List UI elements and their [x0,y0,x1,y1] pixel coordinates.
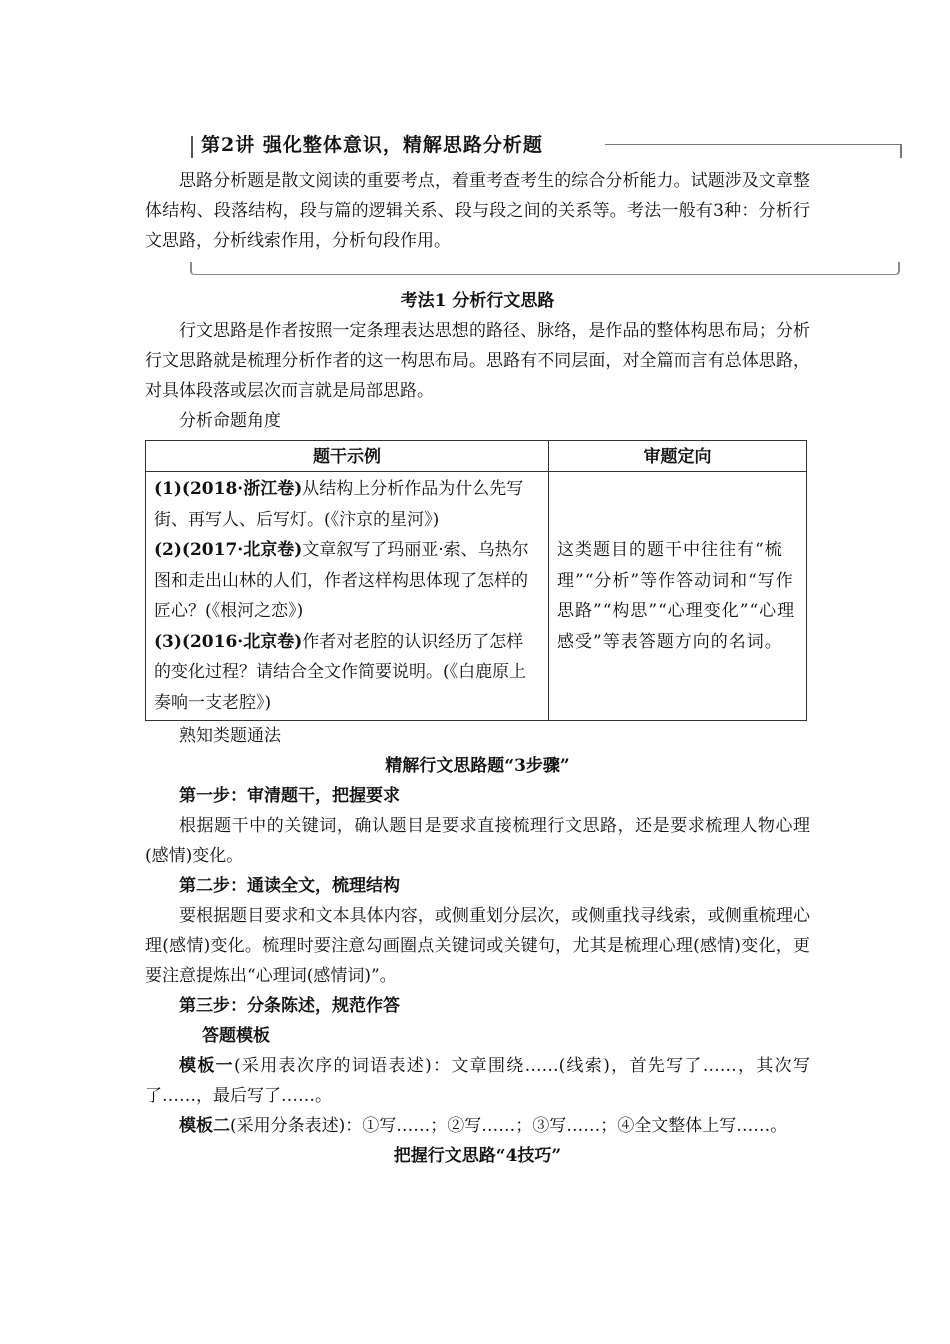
method-title: 精解行文思路题“3步骤” [385,756,570,776]
example-2-text: 文章叙写了玛丽亚·索、乌热尔图和走出山林的人们，作者这样构思体现了怎样的匠心？(《根河之恋》) [154,540,529,621]
step3-title: 第三步：分条陈述，规范作答 [179,996,400,1016]
step2-text: 要根据题目要求和文本具体内容，或侧重划分层次，或侧重找寻线索，或侧重梳理心理(感情)变化。梳理时要注意勾画圈点关键词或关键句，尤其是梳理心理(感情)变化，更要注意提炼出“心理词(感情词)”。 [145,906,810,986]
template-1-text: (采用表次序的词语表述)：文章围绕……(线索)，首先写了……，其次写了……，最后写了……。 [145,1056,810,1106]
angle-label: 分析命题角度 [179,411,281,431]
template-2 [145,1111,810,1141]
example-3-text: 作者对老腔的认识经历了怎样的变化过程？请结合全文作简要说明。(《白鹿原上奏响一支老腔》) [154,631,527,713]
intro-frame [190,262,900,275]
lesson-title: 第2讲 强化整体意识，精解思路分析题 [195,130,549,157]
header-rule-corner [900,144,902,158]
example-1-source: (1)(2018·浙江卷) [154,479,303,499]
example-1 [154,474,540,535]
template-1 [145,1051,810,1111]
example-1-text: 从结构上分析作品为什么先写街、再写人、后写灯。(《汴京的星河》) [154,479,524,530]
template-1-label: 模板一 [179,1056,234,1076]
step2-title: 第二步：通读全文，梳理结构 [179,876,400,896]
direction-cell: 这类题目的题干中往往有“梳理”“分析”等作答动词和“写作思路”“构思”“心理变化”“心理感受”等表答题方向的名词。 [549,472,807,721]
example-3-source: (3)(2016·北京卷) [154,631,303,652]
section-paragraph: 行文思路是作者按照一定条理表达思想的路径、脉络，是作品的整体构思布局；分析行文思路就是梳理分析作者的这一构思布局。思路有不同层面，对全篇而言有总体思路，对具体段落或层次而言就是局部思路。 [145,321,810,401]
template-2-label: 模板二 [179,1116,230,1136]
example-2 [154,535,540,627]
skills-title: 把握行文思路“4技巧” [393,1146,562,1166]
template-label: 答题模板 [202,1026,270,1046]
examples-cell [146,472,549,721]
section-title: 考法1 分析行文思路 [400,291,555,311]
method-label: 熟知类题通法 [179,726,281,746]
question-table [145,440,807,721]
template-2-text: (采用分条表述)：①写……；②写……；③写……；④全文整体上写……。 [230,1116,788,1136]
document-page [145,126,810,1171]
example-2-source: (2)(2017·北京卷) [154,540,303,560]
header-bar [191,136,193,158]
lesson-header [145,126,810,166]
example-3 [154,627,540,719]
header-rule [605,144,900,145]
col-header-direction: 审题定向 [549,441,807,472]
intro-paragraph: 思路分析题是散文阅读的重要考点，着重考查考生的综合分析能力。试题涉及文章整体结构、段落结构，段与篇的逻辑关系、段与段之间的关系等。考法一般有3种：分析行文思路，分析线索作用，分析句段作用。 [145,171,810,251]
step1-title: 第一步：审清题干，把握要求 [179,786,400,806]
col-header-examples: 题干示例 [146,441,549,472]
step1-text: 根据题干中的关键词，确认题目是要求直接梳理行文思路，还是要求梳理人物心理(感情)变化。 [145,816,810,866]
